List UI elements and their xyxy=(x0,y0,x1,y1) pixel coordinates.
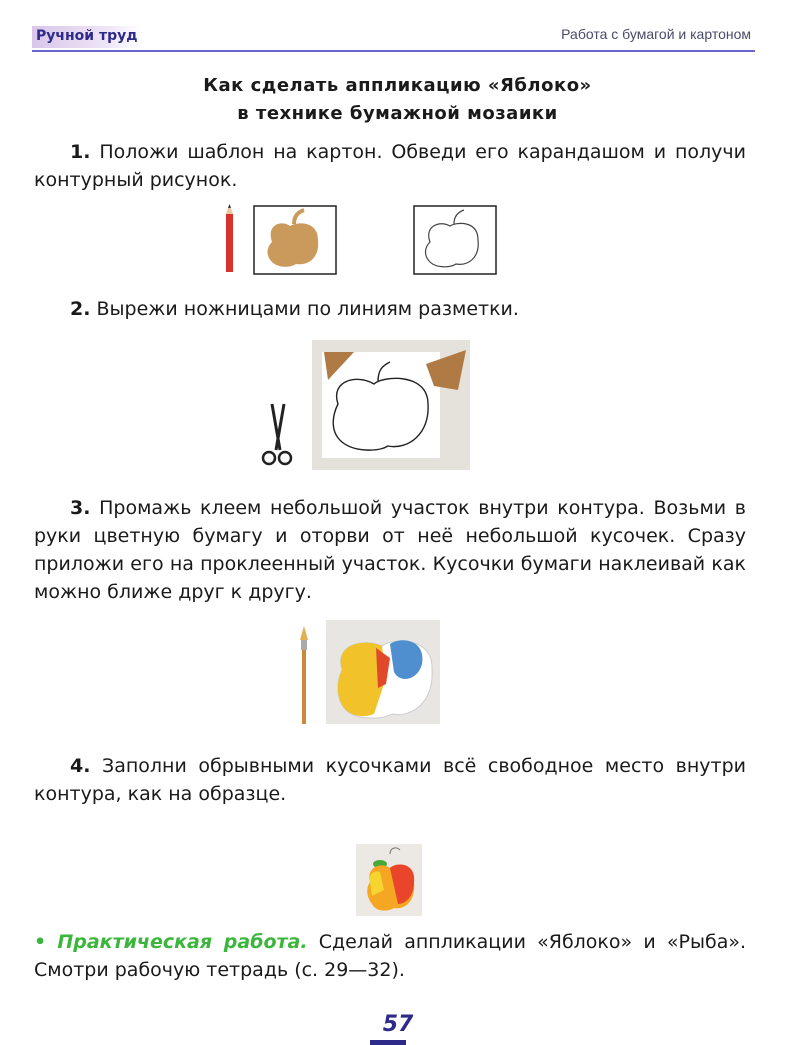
brush-icon xyxy=(300,626,308,724)
step-4-illustration xyxy=(356,844,422,916)
step-3-illustration xyxy=(294,618,444,728)
step-text: Промажь клеем небольшой участок внутри контура. Возьми в руки цветную бумагу и оторви от неё небольшой кусочек. Сразу приложи его на проклеенный участок. Кусочки бумаги наклеивай как можно ближе друг к другу. xyxy=(34,497,746,603)
partial-mosaic-icon xyxy=(326,620,440,724)
apple-outline-icon xyxy=(414,206,496,274)
scissors-icon xyxy=(263,404,291,464)
page-number: 57 xyxy=(382,1012,414,1037)
header-divider xyxy=(32,50,755,52)
step-number: 3. xyxy=(70,497,91,519)
pencil-icon xyxy=(226,204,233,272)
practical-text: Сделай аппликации «Яблоко» и «Рыба». Смотри рабочую тетрадь (с. 29—32). xyxy=(34,931,747,981)
topic-label: Работа с бумагой и картоном xyxy=(561,26,751,42)
cardboard-template-icon xyxy=(254,206,336,274)
step-2 xyxy=(34,295,746,323)
practical-label: Практическая работа. xyxy=(57,931,308,953)
step-4 xyxy=(34,752,746,808)
step-text: Положи шаблон на картон. Обведи его карандашом и получи контурный рисунок. xyxy=(34,141,746,191)
step-1-illustration xyxy=(222,204,512,276)
step-2-illustration xyxy=(258,338,472,472)
section-badge xyxy=(32,26,142,48)
finished-apple-icon xyxy=(356,844,422,916)
page-title-line2: в технике бумажной мозаики xyxy=(237,103,558,124)
bullet-icon: • xyxy=(34,931,47,953)
step-3 xyxy=(34,494,746,606)
page-number-bar xyxy=(370,1040,406,1045)
page-title-line1: Как сделать аппликацию «Яблоко» xyxy=(203,75,592,96)
cut-paper-icon xyxy=(312,340,470,470)
step-number: 1. xyxy=(70,141,91,163)
section-label: Ручной труд xyxy=(36,28,138,44)
step-number: 2. xyxy=(70,298,91,320)
step-number: 4. xyxy=(70,755,91,777)
step-text: Заполни обрывными кусочками всё свободное место внутри контура, как на образце. xyxy=(34,755,746,805)
step-1 xyxy=(34,138,746,194)
practical-work xyxy=(34,928,746,984)
step-text: Вырежи ножницами по линиям разметки. xyxy=(96,298,519,320)
